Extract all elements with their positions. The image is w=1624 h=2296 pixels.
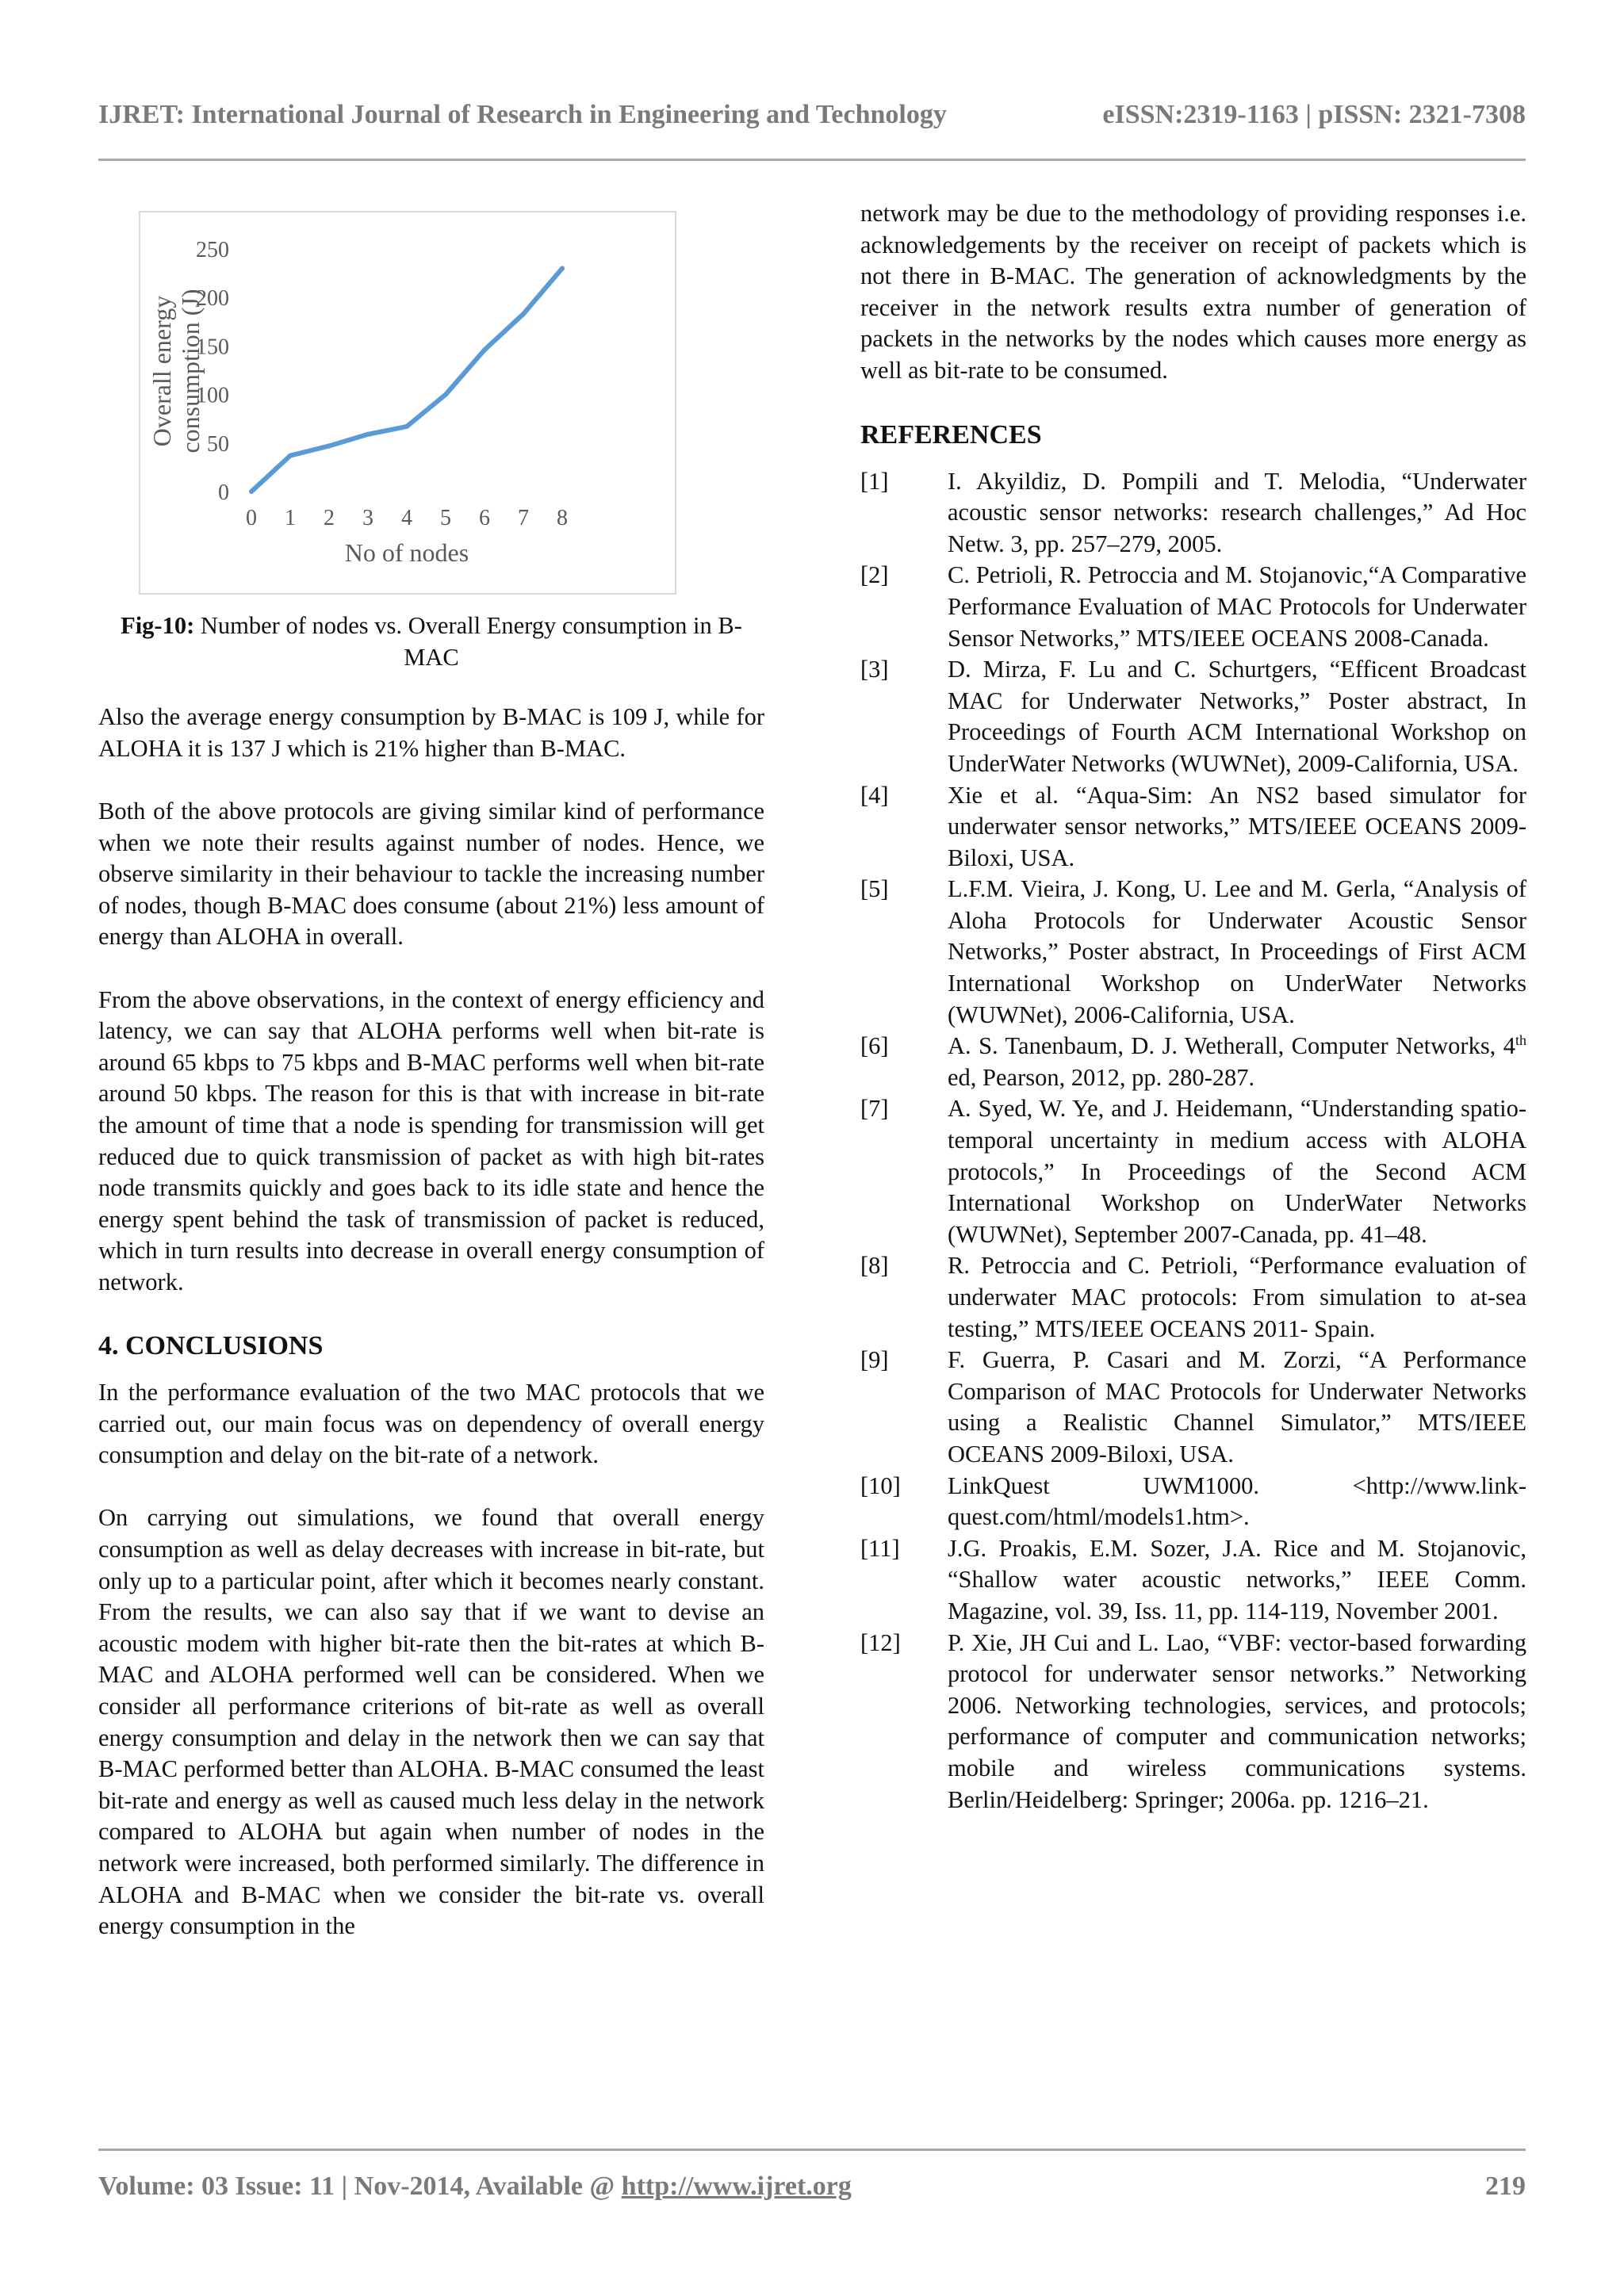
reference-item (860, 560, 1526, 654)
data-point (366, 432, 370, 437)
reference-number: [1] (860, 467, 889, 495)
reference-item (860, 466, 1526, 561)
paragraph: Both of the above protocols are giving similar kind of performance when we note their results against number of nodes. Hence, we observe similarity in their behaviour to tackle the increasing number of nodes, though B-MAC does consume (about 21%) less amount of energy than ALOHA in overall. (98, 797, 764, 951)
reference-number: [12] (860, 1628, 901, 1656)
reference-number: [7] (860, 1095, 889, 1123)
reference-text: A. Syed, W. Ye, and J. Heidemann, “Understanding spatio-temporal uncertainty in medium access with ALOHA protocols,” In Proceedings of the Second ACM International Workshop on UnderWater Networks (WUWNet), September 2007-Canada, pp. 41–48. (948, 1095, 1526, 1248)
reference-text: LinkQuest UWM1000. <http://www.link-quest.com/html/models1.htm>. (948, 1471, 1526, 1531)
x-tick-label: 5 (440, 506, 451, 530)
reference-text: R. Petroccia and C. Petrioli, “Performance evaluation of underwater MAC protocols: From simulation to at-sea testing,” MTS/IEEE OCEANS 2011- Spain. (948, 1252, 1526, 1342)
figure-10-chart (139, 211, 676, 595)
paragraph: Also the average energy consumption by B-MAC is 109 J, while for ALOHA it is 137 J which is 21% higher than B-MAC. (98, 703, 764, 762)
paragraph: On carrying out simulations, we found that overall energy consumption as well as delay decreases with increase in bit-rate, but only up to a particular point, after which it becomes nearly constant. From the results, we can also say that if we want to devise an acoustic modem with higher bit-rate then the bit-rates at which B-MAC and ALOHA performed well can be considered. When we consider all performance criterions of bit-rate as well as overall energy consumption and delay in the network then we can say that B-MAC performed better than ALOHA. B-MAC consumed the least bit-rate and energy as well as caused much less delay in the network compared to ALOHA but again when number of nodes in the network were increased, both performed similarly. The difference in ALOHA and B-MAC when we consider the bit-rate vs. overall energy consumption in the (98, 1504, 764, 1940)
reference-item (860, 1345, 1526, 1470)
x-axis-label: No of nodes (344, 538, 469, 567)
x-tick-label: 6 (479, 506, 490, 530)
series-line (251, 268, 562, 492)
reference-text: C. Petrioli, R. Petroccia and M. Stojanovic,“A Comparative Performance Evaluation of MAC Protocols for Underwater Sensor Networks,” MTS/IEEE OCEANS 2008-Canada. (948, 561, 1526, 652)
x-tick-label: 2 (324, 506, 335, 530)
x-tick-label: 3 (362, 506, 373, 530)
y-axis-label-line: consumption (J) (176, 289, 205, 453)
footer-rule (98, 2149, 1526, 2151)
reference-text: Xie et al. “Aqua-Sim: An NS2 based simulator for underwater sensor networks,” MTS/IEEE OCEANS 2009-Biloxi, USA. (948, 781, 1526, 871)
header-rule (98, 159, 1526, 161)
reference-number: [9] (860, 1346, 889, 1374)
data-point (482, 347, 487, 352)
y-axis-label (147, 289, 205, 453)
y-tick-label: 200 (196, 286, 229, 312)
reference-text: D. Mirza, F. Lu and C. Schurtgers, “Efficent Broadcast MAC for Underwater Networks,” Poster abstract, In Proceedings of Fourth ACM International Workshop on UnderWater Networks (WUWNet), 2009-California, USA. (948, 656, 1526, 777)
reference-number: [8] (860, 1252, 889, 1280)
x-tick-label: 8 (557, 506, 568, 530)
footer-volume (98, 2168, 852, 2205)
figure-label: Fig-10: (121, 612, 195, 639)
y-tick-label: 0 (218, 480, 229, 505)
reference-item (860, 1471, 1526, 1533)
reference-item (860, 1628, 1526, 1816)
reference-number: [5] (860, 875, 889, 903)
data-point (327, 443, 331, 448)
page-footer (98, 2168, 1526, 2205)
reference-text-part: A. S. Tanenbaum, D. J. Wetherall, Computer Networks, 4 (948, 1032, 1515, 1060)
reference-text: F. Guerra, P. Casari and M. Zorzi, “A Performance Comparison of MAC Protocols for Underwater Networks using a Realistic Channel Simulator,” MTS/IEEE OCEANS 2009-Biloxi, USA. (948, 1346, 1526, 1468)
y-tick-label: 150 (196, 335, 229, 360)
journal-link[interactable]: http://www.ijret.org (621, 2172, 852, 2201)
x-tick-label: 4 (401, 506, 412, 530)
journal-title: IJRET: International Journal of Research in Engineering and Technology (98, 100, 947, 129)
issn: eISSN:2319-1163 | pISSN: 2321-7308 (1102, 100, 1526, 129)
data-point (249, 489, 254, 494)
y-tick-label: 50 (207, 431, 229, 457)
data-point (288, 453, 293, 458)
paragraph-continuation: network may be due to the methodology of providing responses i.e. acknowledgements by the receiver on receipt of packets which is not there in B-MAC. The generation of acknowledgments by the receiver in the network results extra number of generation of packets in the networks by the nodes which causes more energy as well as bit-rate to be consumed. (860, 200, 1526, 384)
x-tick-label: 7 (518, 506, 529, 530)
reference-number: [3] (860, 656, 889, 683)
superscript: th (1515, 1032, 1526, 1049)
figure-caption-text: Number of nodes vs. Overall Energy consumption in B-MAC (200, 612, 742, 671)
reference-number: [11] (860, 1534, 900, 1562)
reference-text: L.F.M. Vieira, J. Kong, U. Lee and M. Gerla, “Analysis of Aloha Protocols for Underwater Acoustic Sensor Networks,” Poster abstract, In Proceedings of First ACM International Workshop on UnderWater Networks (WUWNet), 2006-California, USA. (948, 875, 1526, 1028)
right-column (860, 198, 1526, 1816)
y-tick-label: 100 (196, 383, 229, 408)
y-axis-label-line: Overall energy (147, 295, 176, 447)
reference-text: J.G. Proakis, E.M. Sozer, J.A. Rice and M. Stojanovic, “Shallow water acoustic networks,” IEEE Comm. Magazine, vol. 39, Iss. 11, pp. 114-119, November 2001. (948, 1534, 1526, 1624)
reference-number: [10] (860, 1471, 901, 1499)
reference-text-part: ed, Pearson, 2012, pp. 280-287. (948, 1063, 1255, 1091)
figure-caption (98, 610, 764, 673)
reference-text: I. Akyildiz, D. Pompili and T. Melodia, “Underwater acoustic sensor networks: research challenges,” Ad Hoc Netw. 3, pp. 257–279, 2005. (948, 467, 1526, 557)
line-chart (140, 212, 675, 593)
reference-text: P. Xie, JH Cui and L. Lao, “VBF: vector-based forwarding protocol for underwater sensor networks.” Networking 2006. Networking technologies, services, and protocols; performance of computer and communication networks; mobile and wireless communications systems. Berlin/Heidelberg: Springer; 2006a. pp. 1216–21. (948, 1628, 1526, 1813)
data-point (560, 266, 565, 270)
paragraph: From the above observations, in the context of energy efficiency and latency, we can say that ALOHA performs well when bit-rate is around 65 kbps to 75 kbps and B-MAC performs well when bit-rate around 50 kbps. The reason for this is that with increase in bit-rate the amount of time that a node is spending for transmission will get reduced due to quick transmission of packet as with high bit-rates node transmits quickly and goes back to its idle state and hence the energy spent behind the task of transmission of packet is reduced, which in turn results into decrease in overall energy consumption of network. (98, 985, 764, 1295)
conclusions-heading: 4. CONCLUSIONS (98, 1331, 324, 1361)
x-tick-label: 0 (246, 506, 257, 530)
data-point (521, 312, 526, 316)
paragraph: In the performance evaluation of the two MAC protocols that we carried out, our main focus was on dependency of overall energy consumption and delay on the bit-rate of a network. (98, 1379, 764, 1469)
data-point (443, 392, 448, 397)
reference-item (860, 1250, 1526, 1345)
reference-number: [4] (860, 781, 889, 809)
running-header (98, 97, 1526, 133)
reference-item (860, 1533, 1526, 1628)
reference-number: [6] (860, 1032, 889, 1060)
reference-item (860, 1031, 1526, 1093)
data-point (404, 424, 409, 429)
page-number: 219 (1485, 2172, 1526, 2201)
reference-item (860, 654, 1526, 779)
x-tick-label: 1 (285, 506, 296, 530)
footer-volume-text: Volume: 03 Issue: 11 | Nov-2014, Available @ (98, 2172, 622, 2201)
reference-item (860, 874, 1526, 1031)
left-column (98, 198, 764, 1973)
reference-text (948, 1031, 1526, 1093)
reference-item (860, 1093, 1526, 1250)
references-heading: REFERENCES (860, 419, 1042, 450)
y-tick-label: 250 (196, 238, 229, 262)
reference-number: [2] (860, 561, 889, 589)
reference-list (860, 466, 1526, 1816)
reference-item (860, 780, 1526, 874)
